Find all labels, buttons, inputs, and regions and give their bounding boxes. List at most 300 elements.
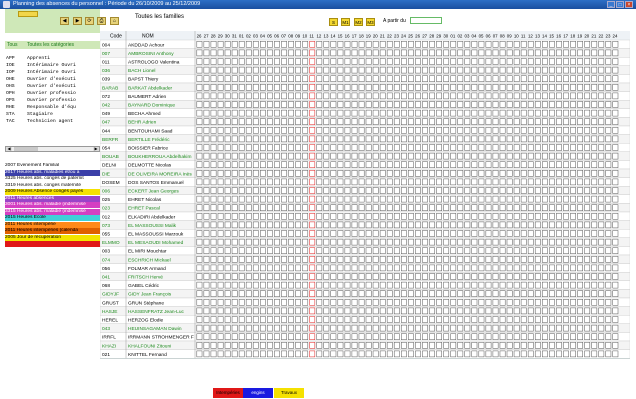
day-checkbox[interactable] bbox=[345, 256, 350, 262]
day-checkbox[interactable] bbox=[592, 93, 597, 99]
day-checkbox[interactable] bbox=[352, 325, 357, 331]
day-checkbox[interactable] bbox=[197, 274, 202, 280]
day-checkbox[interactable] bbox=[592, 162, 597, 168]
day-checkbox[interactable] bbox=[521, 196, 526, 202]
day-checkbox[interactable] bbox=[225, 76, 230, 82]
day-checkbox[interactable] bbox=[401, 325, 406, 331]
intemperies-button[interactable]: Intempéries bbox=[213, 388, 243, 398]
day-checkbox[interactable] bbox=[444, 179, 449, 185]
day-checkbox[interactable] bbox=[606, 59, 611, 65]
day-checkbox[interactable] bbox=[197, 67, 202, 73]
day-checkbox[interactable] bbox=[373, 84, 378, 90]
day-checkbox[interactable] bbox=[324, 231, 329, 237]
day-checkbox[interactable] bbox=[535, 50, 540, 56]
day-checkbox[interactable] bbox=[338, 299, 343, 305]
day-checkbox[interactable] bbox=[535, 325, 540, 331]
day-checkbox[interactable] bbox=[211, 136, 216, 142]
day-checkbox[interactable] bbox=[324, 342, 329, 348]
day-checkbox[interactable] bbox=[500, 256, 505, 262]
day-checkbox[interactable] bbox=[394, 196, 399, 202]
day-checkbox[interactable] bbox=[267, 342, 272, 348]
day-checkbox[interactable] bbox=[274, 102, 279, 108]
day-checkbox[interactable] bbox=[500, 179, 505, 185]
day-checkbox[interactable] bbox=[465, 93, 470, 99]
day-checkbox[interactable] bbox=[570, 136, 575, 142]
day-checkbox[interactable] bbox=[338, 84, 343, 90]
day-checkbox[interactable] bbox=[528, 67, 533, 73]
day-checkbox[interactable] bbox=[521, 170, 526, 176]
day-checkbox[interactable] bbox=[324, 119, 329, 125]
day-checkbox[interactable] bbox=[585, 282, 590, 288]
day-checkbox[interactable] bbox=[352, 76, 357, 82]
day-checkbox[interactable] bbox=[549, 119, 554, 125]
day-checkbox[interactable] bbox=[429, 102, 434, 108]
day-checkbox[interactable] bbox=[380, 41, 385, 47]
day-checkbox[interactable] bbox=[373, 50, 378, 56]
day-checkbox[interactable] bbox=[345, 248, 350, 254]
day-checkbox[interactable] bbox=[585, 205, 590, 211]
day-checkbox[interactable] bbox=[592, 248, 597, 254]
day-checkbox[interactable] bbox=[380, 308, 385, 314]
day-checkbox[interactable] bbox=[296, 110, 301, 116]
day-checkbox[interactable] bbox=[345, 334, 350, 340]
day-checkbox[interactable] bbox=[310, 67, 315, 73]
day-checkbox[interactable] bbox=[197, 325, 202, 331]
day-checkbox[interactable] bbox=[606, 110, 611, 116]
day-checkbox[interactable] bbox=[408, 76, 413, 82]
day-checkbox[interactable] bbox=[451, 308, 456, 314]
day-checkbox[interactable] bbox=[359, 170, 364, 176]
day-checkbox[interactable] bbox=[578, 274, 583, 280]
day-checkbox[interactable] bbox=[606, 291, 611, 297]
day-checkbox[interactable] bbox=[197, 342, 202, 348]
day-checkbox[interactable] bbox=[267, 127, 272, 133]
day-checkbox[interactable] bbox=[556, 102, 561, 108]
day-checkbox[interactable] bbox=[204, 334, 209, 340]
day-checkbox[interactable] bbox=[458, 145, 463, 151]
day-checkbox[interactable] bbox=[444, 102, 449, 108]
day-checkbox[interactable] bbox=[366, 231, 371, 237]
day-checkbox[interactable] bbox=[422, 265, 427, 271]
day-checkbox[interactable] bbox=[211, 145, 216, 151]
day-checkbox[interactable] bbox=[465, 231, 470, 237]
day-checkbox[interactable] bbox=[437, 196, 442, 202]
day-checkbox[interactable] bbox=[260, 188, 265, 194]
day-checkbox[interactable] bbox=[225, 41, 230, 47]
day-checkbox[interactable] bbox=[401, 299, 406, 305]
day-checkbox[interactable] bbox=[528, 222, 533, 228]
day-checkbox[interactable] bbox=[422, 170, 427, 176]
day-checkbox[interactable] bbox=[253, 282, 258, 288]
day-checkbox[interactable] bbox=[338, 145, 343, 151]
day-checkbox[interactable] bbox=[204, 248, 209, 254]
day-checkbox[interactable] bbox=[570, 50, 575, 56]
day-checkbox[interactable] bbox=[281, 179, 286, 185]
day-checkbox[interactable] bbox=[507, 119, 512, 125]
day-checkbox[interactable] bbox=[394, 317, 399, 323]
day-checkbox[interactable] bbox=[451, 179, 456, 185]
day-checkbox[interactable] bbox=[204, 308, 209, 314]
day-checkbox[interactable] bbox=[535, 170, 540, 176]
day-checkbox[interactable] bbox=[415, 179, 420, 185]
day-checkbox[interactable] bbox=[521, 153, 526, 159]
day-checkbox[interactable] bbox=[232, 196, 237, 202]
day-checkbox[interactable] bbox=[296, 265, 301, 271]
day-checkbox[interactable] bbox=[486, 67, 491, 73]
day-checkbox[interactable] bbox=[218, 299, 223, 305]
day-checkbox[interactable] bbox=[267, 334, 272, 340]
day-checkbox[interactable] bbox=[535, 351, 540, 357]
day-checkbox[interactable] bbox=[437, 136, 442, 142]
day-checkbox[interactable] bbox=[211, 317, 216, 323]
day-checkbox[interactable] bbox=[331, 222, 336, 228]
day-checkbox[interactable] bbox=[592, 188, 597, 194]
day-checkbox[interactable] bbox=[338, 188, 343, 194]
day-checkbox[interactable] bbox=[345, 205, 350, 211]
day-checkbox[interactable] bbox=[387, 248, 392, 254]
day-checkbox[interactable] bbox=[556, 308, 561, 314]
day-checkbox[interactable] bbox=[253, 188, 258, 194]
day-checkbox[interactable] bbox=[521, 282, 526, 288]
day-checkbox[interactable] bbox=[352, 188, 357, 194]
day-checkbox[interactable] bbox=[451, 41, 456, 47]
day-checkbox[interactable] bbox=[465, 188, 470, 194]
day-checkbox[interactable] bbox=[458, 162, 463, 168]
day-checkbox[interactable] bbox=[486, 84, 491, 90]
day-checkbox[interactable] bbox=[387, 308, 392, 314]
day-checkbox[interactable] bbox=[528, 162, 533, 168]
day-checkbox[interactable] bbox=[500, 308, 505, 314]
day-checkbox[interactable] bbox=[500, 188, 505, 194]
day-checkbox[interactable] bbox=[415, 317, 420, 323]
day-checkbox[interactable] bbox=[599, 188, 604, 194]
day-checkbox[interactable] bbox=[331, 102, 336, 108]
day-checkbox[interactable] bbox=[225, 179, 230, 185]
day-checkbox[interactable] bbox=[331, 213, 336, 219]
day-checkbox[interactable] bbox=[281, 274, 286, 280]
day-checkbox[interactable] bbox=[197, 265, 202, 271]
day-checkbox[interactable] bbox=[281, 59, 286, 65]
day-checkbox[interactable] bbox=[281, 213, 286, 219]
day-checkbox[interactable] bbox=[373, 308, 378, 314]
day-checkbox[interactable] bbox=[303, 231, 308, 237]
day-checkbox[interactable] bbox=[458, 256, 463, 262]
day-checkbox[interactable] bbox=[366, 196, 371, 202]
day-checkbox[interactable] bbox=[514, 110, 519, 116]
day-checkbox[interactable] bbox=[324, 93, 329, 99]
day-checkbox[interactable] bbox=[225, 351, 230, 357]
day-checkbox[interactable] bbox=[296, 179, 301, 185]
day-checkbox[interactable] bbox=[493, 205, 498, 211]
day-checkbox[interactable] bbox=[253, 41, 258, 47]
day-checkbox[interactable] bbox=[542, 334, 547, 340]
day-checkbox[interactable] bbox=[415, 222, 420, 228]
day-checkbox[interactable] bbox=[197, 127, 202, 133]
day-checkbox[interactable] bbox=[465, 119, 470, 125]
day-checkbox[interactable] bbox=[606, 188, 611, 194]
day-checkbox[interactable] bbox=[288, 239, 293, 245]
day-checkbox[interactable] bbox=[225, 84, 230, 90]
day-checkbox[interactable] bbox=[493, 127, 498, 133]
day-checkbox[interactable] bbox=[232, 84, 237, 90]
day-checkbox[interactable] bbox=[373, 153, 378, 159]
day-checkbox[interactable] bbox=[556, 205, 561, 211]
day-checkbox[interactable] bbox=[331, 93, 336, 99]
day-checkbox[interactable] bbox=[422, 325, 427, 331]
day-checkbox[interactable] bbox=[570, 84, 575, 90]
day-checkbox[interactable] bbox=[401, 102, 406, 108]
day-checkbox[interactable] bbox=[422, 59, 427, 65]
day-checkbox[interactable] bbox=[549, 153, 554, 159]
day-checkbox[interactable] bbox=[570, 248, 575, 254]
day-checkbox[interactable] bbox=[535, 231, 540, 237]
day-checkbox[interactable] bbox=[218, 41, 223, 47]
day-checkbox[interactable] bbox=[437, 291, 442, 297]
day-checkbox[interactable] bbox=[422, 248, 427, 254]
day-checkbox[interactable] bbox=[585, 265, 590, 271]
day-checkbox[interactable] bbox=[246, 110, 251, 116]
day-checkbox[interactable] bbox=[380, 239, 385, 245]
legend-item[interactable]: 2017 Heures abs. maladies et/ou a bbox=[5, 170, 100, 176]
day-checkbox[interactable] bbox=[486, 231, 491, 237]
day-checkbox[interactable] bbox=[204, 256, 209, 262]
day-checkbox[interactable] bbox=[493, 231, 498, 237]
day-checkbox[interactable] bbox=[549, 239, 554, 245]
day-checkbox[interactable] bbox=[401, 334, 406, 340]
day-checkbox[interactable] bbox=[218, 145, 223, 151]
day-checkbox[interactable] bbox=[267, 239, 272, 245]
day-checkbox[interactable] bbox=[211, 248, 216, 254]
day-checkbox[interactable] bbox=[437, 213, 442, 219]
day-checkbox[interactable] bbox=[458, 213, 463, 219]
day-checkbox[interactable] bbox=[606, 213, 611, 219]
day-checkbox[interactable] bbox=[578, 84, 583, 90]
day-checkbox[interactable] bbox=[387, 256, 392, 262]
day-checkbox[interactable] bbox=[437, 248, 442, 254]
day-checkbox[interactable] bbox=[296, 170, 301, 176]
day-checkbox[interactable] bbox=[479, 325, 484, 331]
day-checkbox[interactable] bbox=[288, 351, 293, 357]
day-checkbox[interactable] bbox=[401, 136, 406, 142]
day-checkbox[interactable] bbox=[281, 153, 286, 159]
day-checkbox[interactable] bbox=[303, 334, 308, 340]
day-checkbox[interactable] bbox=[225, 222, 230, 228]
day-checkbox[interactable] bbox=[324, 67, 329, 73]
day-checkbox[interactable] bbox=[500, 325, 505, 331]
day-checkbox[interactable] bbox=[606, 299, 611, 305]
day-checkbox[interactable] bbox=[366, 351, 371, 357]
day-checkbox[interactable] bbox=[585, 179, 590, 185]
day-checkbox[interactable] bbox=[535, 274, 540, 280]
day-checkbox[interactable] bbox=[394, 213, 399, 219]
day-checkbox[interactable] bbox=[239, 291, 244, 297]
day-checkbox[interactable] bbox=[585, 84, 590, 90]
day-checkbox[interactable] bbox=[267, 282, 272, 288]
day-checkbox[interactable] bbox=[359, 282, 364, 288]
day-checkbox[interactable] bbox=[288, 179, 293, 185]
day-checkbox[interactable] bbox=[465, 170, 470, 176]
day-checkbox[interactable] bbox=[437, 93, 442, 99]
day-checkbox[interactable] bbox=[444, 299, 449, 305]
day-checkbox[interactable] bbox=[317, 299, 322, 305]
day-checkbox[interactable] bbox=[507, 67, 512, 73]
day-checkbox[interactable] bbox=[281, 102, 286, 108]
day-checkbox[interactable] bbox=[352, 308, 357, 314]
day-checkbox[interactable] bbox=[613, 119, 618, 125]
day-checkbox[interactable] bbox=[239, 274, 244, 280]
day-checkbox[interactable] bbox=[324, 213, 329, 219]
day-checkbox[interactable] bbox=[472, 162, 477, 168]
day-checkbox[interactable] bbox=[514, 282, 519, 288]
day-checkbox[interactable] bbox=[317, 342, 322, 348]
day-checkbox[interactable] bbox=[281, 222, 286, 228]
day-checkbox[interactable] bbox=[514, 59, 519, 65]
day-checkbox[interactable] bbox=[394, 84, 399, 90]
day-checkbox[interactable] bbox=[352, 342, 357, 348]
day-checkbox[interactable] bbox=[281, 256, 286, 262]
day-checkbox[interactable] bbox=[331, 188, 336, 194]
day-checkbox[interactable] bbox=[521, 136, 526, 142]
day-checkbox[interactable] bbox=[451, 282, 456, 288]
day-checkbox[interactable] bbox=[317, 162, 322, 168]
day-checkbox[interactable] bbox=[303, 84, 308, 90]
day-checkbox[interactable] bbox=[521, 179, 526, 185]
day-checkbox[interactable] bbox=[472, 59, 477, 65]
day-checkbox[interactable] bbox=[556, 265, 561, 271]
day-checkbox[interactable] bbox=[366, 67, 371, 73]
day-checkbox[interactable] bbox=[232, 50, 237, 56]
day-checkbox[interactable] bbox=[359, 239, 364, 245]
day-checkbox[interactable] bbox=[613, 299, 618, 305]
day-checkbox[interactable] bbox=[288, 93, 293, 99]
day-checkbox[interactable] bbox=[500, 282, 505, 288]
day-checkbox[interactable] bbox=[606, 205, 611, 211]
day-checkbox[interactable] bbox=[415, 196, 420, 202]
day-checkbox[interactable] bbox=[613, 41, 618, 47]
day-checkbox[interactable] bbox=[408, 188, 413, 194]
day-checkbox[interactable] bbox=[437, 308, 442, 314]
day-checkbox[interactable] bbox=[239, 265, 244, 271]
day-checkbox[interactable] bbox=[197, 291, 202, 297]
day-checkbox[interactable] bbox=[465, 342, 470, 348]
day-checkbox[interactable] bbox=[218, 317, 223, 323]
day-checkbox[interactable] bbox=[437, 119, 442, 125]
day-checkbox[interactable] bbox=[303, 282, 308, 288]
day-checkbox[interactable] bbox=[281, 351, 286, 357]
day-checkbox[interactable] bbox=[479, 248, 484, 254]
day-checkbox[interactable] bbox=[578, 291, 583, 297]
day-checkbox[interactable] bbox=[246, 334, 251, 340]
day-checkbox[interactable] bbox=[549, 145, 554, 151]
day-checkbox[interactable] bbox=[253, 76, 258, 82]
day-checkbox[interactable] bbox=[317, 256, 322, 262]
day-checkbox[interactable] bbox=[415, 213, 420, 219]
day-checkbox[interactable] bbox=[345, 179, 350, 185]
day-checkbox[interactable] bbox=[211, 239, 216, 245]
day-checkbox[interactable] bbox=[465, 265, 470, 271]
day-checkbox[interactable] bbox=[352, 41, 357, 47]
day-checkbox[interactable] bbox=[401, 110, 406, 116]
day-checkbox[interactable] bbox=[225, 334, 230, 340]
day-checkbox[interactable] bbox=[528, 102, 533, 108]
day-checkbox[interactable] bbox=[260, 239, 265, 245]
day-checkbox[interactable] bbox=[563, 265, 568, 271]
legend-item[interactable]: 2011 Heures intempérie bbox=[5, 222, 100, 228]
day-checkbox[interactable] bbox=[310, 196, 315, 202]
legend-item[interactable]: 2009 Heures Absence congés payés bbox=[5, 189, 100, 195]
day-checkbox[interactable] bbox=[366, 50, 371, 56]
day-checkbox[interactable] bbox=[486, 222, 491, 228]
day-checkbox[interactable] bbox=[246, 170, 251, 176]
day-checkbox[interactable] bbox=[267, 76, 272, 82]
day-checkbox[interactable] bbox=[592, 84, 597, 90]
day-checkbox[interactable] bbox=[493, 308, 498, 314]
day-checkbox[interactable] bbox=[373, 170, 378, 176]
day-checkbox[interactable] bbox=[578, 222, 583, 228]
day-checkbox[interactable] bbox=[613, 153, 618, 159]
day-checkbox[interactable] bbox=[253, 317, 258, 323]
day-checkbox[interactable] bbox=[345, 325, 350, 331]
day-checkbox[interactable] bbox=[408, 102, 413, 108]
day-checkbox[interactable] bbox=[514, 291, 519, 297]
day-checkbox[interactable] bbox=[331, 325, 336, 331]
day-checkbox[interactable] bbox=[437, 145, 442, 151]
day-checkbox[interactable] bbox=[239, 76, 244, 82]
day-checkbox[interactable] bbox=[380, 76, 385, 82]
day-checkbox[interactable] bbox=[514, 274, 519, 280]
day-checkbox[interactable] bbox=[592, 196, 597, 202]
day-checkbox[interactable] bbox=[197, 59, 202, 65]
day-checkbox[interactable] bbox=[585, 50, 590, 56]
day-checkbox[interactable] bbox=[331, 84, 336, 90]
day-checkbox[interactable] bbox=[310, 93, 315, 99]
day-checkbox[interactable] bbox=[239, 334, 244, 340]
day-checkbox[interactable] bbox=[281, 265, 286, 271]
day-checkbox[interactable] bbox=[528, 248, 533, 254]
day-checkbox[interactable] bbox=[521, 76, 526, 82]
day-checkbox[interactable] bbox=[324, 325, 329, 331]
day-checkbox[interactable] bbox=[359, 213, 364, 219]
day-checkbox[interactable] bbox=[338, 153, 343, 159]
day-checkbox[interactable] bbox=[401, 50, 406, 56]
day-checkbox[interactable] bbox=[380, 179, 385, 185]
day-checkbox[interactable] bbox=[570, 317, 575, 323]
day-checkbox[interactable] bbox=[437, 59, 442, 65]
day-checkbox[interactable] bbox=[514, 239, 519, 245]
day-checkbox[interactable] bbox=[429, 136, 434, 142]
day-checkbox[interactable] bbox=[274, 231, 279, 237]
day-checkbox[interactable] bbox=[204, 102, 209, 108]
day-checkbox[interactable] bbox=[232, 291, 237, 297]
day-checkbox[interactable] bbox=[479, 102, 484, 108]
day-checkbox[interactable] bbox=[542, 188, 547, 194]
day-checkbox[interactable] bbox=[429, 317, 434, 323]
day-checkbox[interactable] bbox=[458, 76, 463, 82]
day-checkbox[interactable] bbox=[218, 334, 223, 340]
day-checkbox[interactable] bbox=[317, 282, 322, 288]
day-checkbox[interactable] bbox=[310, 205, 315, 211]
day-checkbox[interactable] bbox=[444, 162, 449, 168]
day-checkbox[interactable] bbox=[585, 170, 590, 176]
day-checkbox[interactable] bbox=[479, 342, 484, 348]
day-checkbox[interactable] bbox=[296, 231, 301, 237]
day-checkbox[interactable] bbox=[535, 59, 540, 65]
day-checkbox[interactable] bbox=[451, 231, 456, 237]
day-checkbox[interactable] bbox=[288, 84, 293, 90]
day-checkbox[interactable] bbox=[535, 93, 540, 99]
day-checkbox[interactable] bbox=[444, 145, 449, 151]
day-checkbox[interactable] bbox=[472, 196, 477, 202]
